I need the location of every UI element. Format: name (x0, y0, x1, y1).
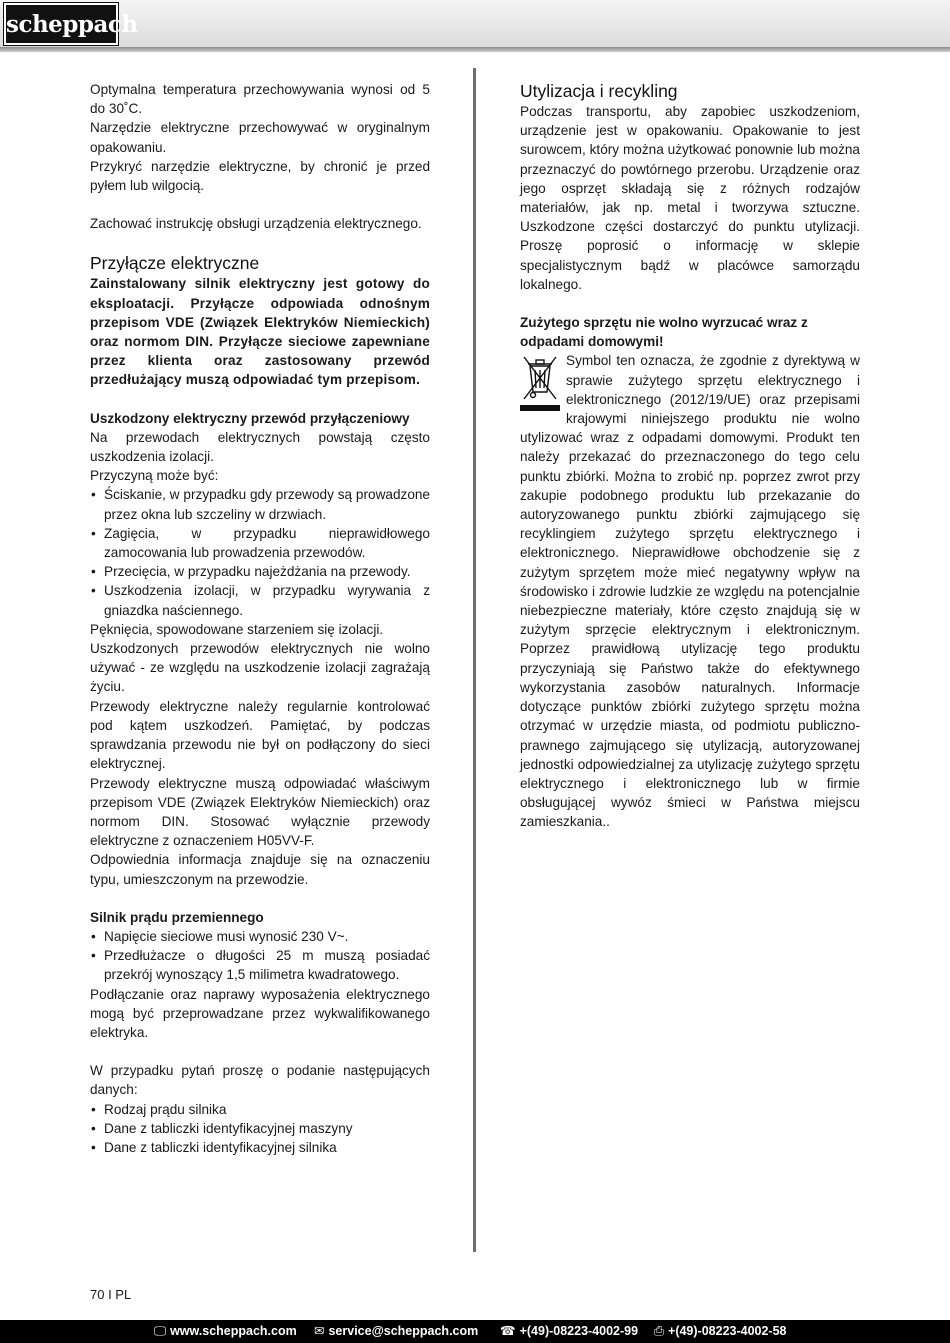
questions-intro: W przypadku pytań proszę o podanie następujących danych: (90, 1063, 430, 1098)
list-item: • Ściskanie, w przypadku gdy przewody są prowadzone przez okna lub szczeliny w drzwiach. (90, 485, 430, 523)
scheppach-logo: scheppach (4, 3, 118, 45)
recycling-heading: Utylizacja i recykling (520, 81, 678, 101)
list-item: • Przedłużacze o długości 25 m muszą posiadać przekrój wynoszący 1,5 milimetra kwadratowego. (90, 946, 430, 984)
weee-text: Symbol ten oznacza, że zgodnie z dyrektywą w sprawie zużytego sprzętu elektrycznego i elektronicznego (2012/19/UE) oraz przepisami krajowymi niniejszego produktu nie wolno utylizować wraz z odpadami domowymi. Produkt ten należy przekazać do przeznaczonego do tego celu punktu zbiórki. Można to zrobić np. poprzez zwrot przy zakupie podobnego produktu lub przekazanie do autoryzowanego punktu zbiórki zajmującego się recyklingiem zużytego sprzętu elektrycznego i elektronicznego. Nieprawidłowe obchodzenie się z zużytym sprzętem może mieć negatywny wpływ na środowisko i zdrowie ludzkie ze względu na potencjalnie niebezpieczne materiały, które często znajdują się w zużytym sprzęcie elektrycznym i elektronicznym. Poprzez prawidłową utylizację tego produktu przyczyniają się Państwo także do efektywnego wykorzystania zasobów naturalnych. Informacje dotyczące punktów zbiórki zużytego sprzętu można otrzymać w urzędzie miasta, od podmiotu publiczno-prawnego zajmującego się utylizacją, autoryzowanej jednostki odpowiedzialnej za utylizację zużytego sprzętu elektrycznego i elektronicznego lub w firmie obsługującej wywóz śmieci w Państwa miejscu zamieszkania.. (520, 353, 860, 830)
ac-note: Podłączanie oraz naprawy wyposażenia elektrycznego mogą być przeprowadzane przez wykwalifikowanego elektryka. (90, 986, 430, 1040)
column-divider (473, 68, 476, 1252)
storage-packaging: Narzędzie elektryczne przechowywać w oryginalnym opakowaniu. (90, 120, 430, 155)
list-item: • Przecięcia, w przypadku najeżdżania na przewody. (90, 562, 430, 581)
weee-heading: Zużytego sprzętu nie wolno wyrzucać wraz z odpadami domowymi! (520, 315, 808, 350)
fax-icon: ⎙ (654, 1324, 665, 1338)
cable-paragraph: Pęknięcia, spowodowane starzeniem się izolacji. (90, 621, 384, 637)
cable-bullet-list (90, 485, 430, 619)
list-item: • Uszkodzenia izolacji, w przypadku wyrywania z gniazdka naściennego. (90, 581, 430, 619)
list-item: • Zagięcia, w przypadku nieprawidłowego zamocowania lub prowadzenia przewodów. (90, 524, 430, 562)
mail-icon: ✉ (314, 1324, 325, 1338)
header-divider (0, 47, 950, 52)
list-item: • Napięcie sieciowe musi wynosić 230 V~. (90, 927, 430, 946)
ac-bullet-list (90, 927, 430, 985)
weee-section (520, 351, 860, 831)
questions-bullet-list (90, 1100, 430, 1158)
page-number: 70 I PL (90, 1287, 132, 1302)
list-item: • Dane z tabliczki identyfikacyjnej silnika (90, 1138, 430, 1157)
footer-fax-text: +(49)-08223-4002-58 (668, 1324, 787, 1338)
footer-email[interactable] (314, 1320, 478, 1343)
footer-web[interactable] (154, 1320, 297, 1343)
connection-text: Zainstalowany silnik elektryczny jest gotowy do eksploatacji. Przyłącze odpowiada odnośnym przepisom VDE (Związek Elektryków Niemieckich) oraz normom DIN. Przyłącze sieciowe zapewniane przez klienta oraz zastosowany przewód przedłużający muszą odpowiadać tym przepisom. (90, 276, 430, 388)
cable-heading: Uszkodzony elektryczny przewód przyłączeniowy (90, 410, 410, 426)
cable-cause: Przyczyną może być: (90, 468, 219, 484)
left-column (90, 80, 430, 1157)
header-bar (0, 0, 950, 47)
list-item: • Rodzaj prądu silnika (90, 1100, 430, 1119)
connection-heading: Przyłącze elektryczne (90, 253, 260, 274)
storage-temperature: Optymalna temperatura przechowywania wynosi od 5 do 30˚C. (90, 82, 430, 117)
footer-fax[interactable] (654, 1320, 787, 1343)
ac-motor-heading: Silnik prądu przemiennego (90, 909, 264, 925)
keep-manual: Zachować instrukcję obsługi urządzenia elektrycznego. (90, 216, 422, 232)
cable-intro: Na przewodach elektrycznych powstają często uszkodzenia izolacji. (90, 429, 430, 465)
footer-bar (0, 1320, 950, 1343)
cable-paragraph: Przewody elektryczne należy regularnie kontrolować pod kątem uszkodzeń. Pamiętać, by podczas sprawdzania przewodu nie był on podłączony do sieci elektrycznej. (90, 698, 430, 772)
recycling-text: Podczas transportu, aby zapobiec uszkodzeniom, urządzenie jest w opakowaniu. Opakowanie to jest surowcem, który można użytkować ponownie lub można przeznaczyć do powtórnego przerobu. Urządzenie oraz jego osprzęt składają się z różnych rodzajów materiałów, jak np. metal i tworzywa sztuczne. Uszkodzone części dostarczyć do punktu utylizacji. Proszę poprosić o informację w sklepie specjalistycznym bądź w placówce samorządu lokalnego. (520, 104, 860, 292)
phone-icon: ☎ (500, 1324, 516, 1338)
footer-phone-text: +(49)-08223-4002-99 (519, 1324, 639, 1338)
footer-email-text: service@scheppach.com (328, 1324, 479, 1338)
crossed-bin-icon (520, 353, 560, 413)
cable-paragraph: Uszkodzonych przewodów elektrycznych nie wolno używać - ze względu na uszkodzenie izolacji zagrażają życiu. (90, 641, 430, 695)
footer-phone[interactable] (500, 1320, 638, 1343)
computer-icon: 🖵 (154, 1324, 167, 1338)
footer-web-text: www.scheppach.com (170, 1324, 297, 1338)
list-item: • Dane z tabliczki identyfikacyjnej maszyny (90, 1119, 430, 1138)
cable-paragraph: Przewody elektryczne muszą odpowiadać właściwym przepisom VDE (Związek Elektryków Niemieckich) oraz normom DIN. Stosować wyłącznie przewody elektryczne z oznaczeniem H05VV-F. (90, 775, 430, 849)
storage-cover: Przykryć narzędzie elektryczne, by chronić je przed pyłem lub wilgocią. (90, 158, 430, 194)
cable-paragraph: Odpowiednia informacja znajduje się na oznaczeniu typu, umieszczonym na przewodzie. (90, 852, 430, 887)
right-column (520, 80, 860, 832)
